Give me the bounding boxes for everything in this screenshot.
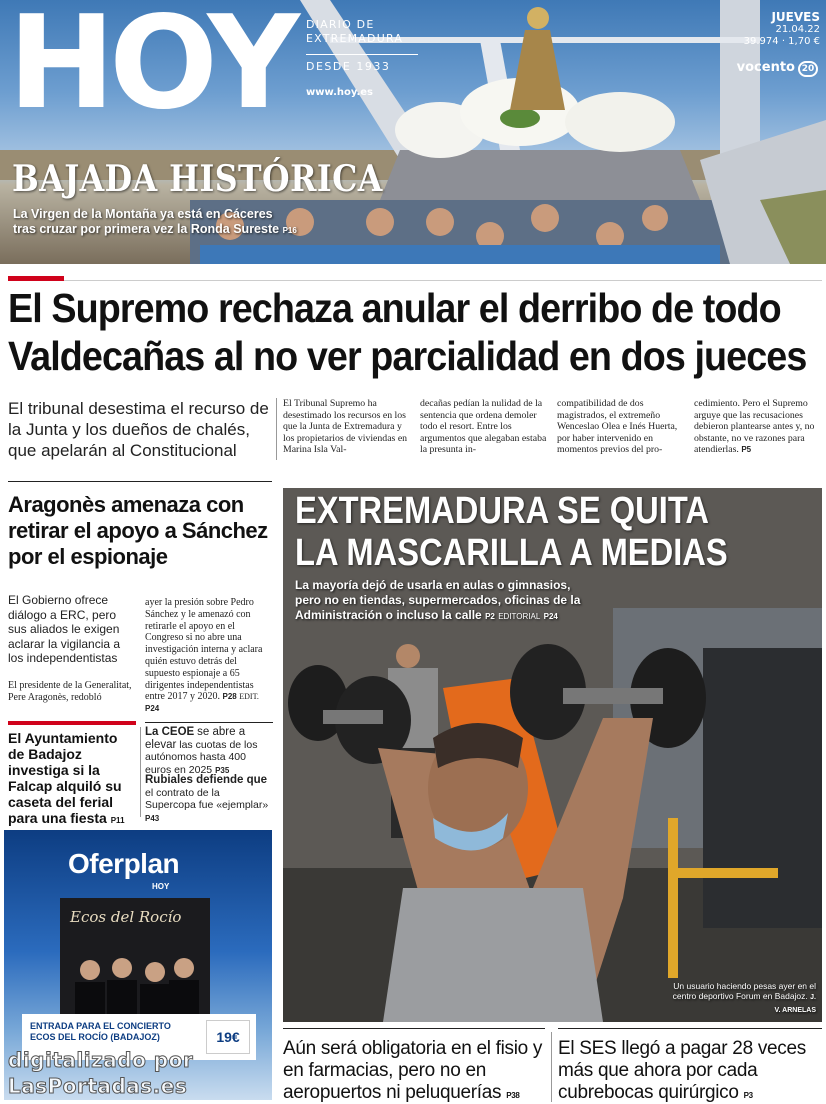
divider <box>8 481 272 482</box>
ceoe-brief-bold2: se abre a elevar <box>145 726 246 751</box>
vocento-badge: 20 <box>798 61 818 77</box>
aragones-body-right <box>145 597 273 715</box>
issue-day: JUEVES <box>771 10 820 24</box>
page-ref: P5 <box>741 445 752 455</box>
ceoe-brief-bold: La CEOE <box>145 726 195 738</box>
badajoz-brief-headline: El Ayuntamiento de Badajoz investiga si la Falcap alquiló su caseta del ferial para una fiesta <box>8 730 122 826</box>
lead-deck: El tribunal desestima el recurso de la Junta y los dueños de chalés, que apelarán al Constitucional <box>8 399 269 460</box>
masthead-info <box>306 18 426 98</box>
page-ref: P3 <box>743 1091 753 1100</box>
editorial-page-ref: P24 <box>543 612 558 621</box>
cover-sub-line2: tras cruzar por primera vez la Ronda Sureste <box>13 222 280 236</box>
aragones-body-left: El presidente de la Generalitat, Pere Aragonès, redobló <box>8 680 132 703</box>
page-ref: P11 <box>110 816 125 825</box>
aragones-body-right-text: ayer la presión sobre Pedro Sánchez y le amenazó con retirarle el apoyo en el Congreso si no abre una investigación interna y aclara quién estuvo detrás del supuesto espionaje a 65 dirigentes independentistas entre 2017 y 2020. <box>145 597 263 703</box>
page-ref: P16 <box>282 226 297 235</box>
column-separator <box>276 398 277 460</box>
section-accent-bar <box>8 276 64 281</box>
section-accent-bar <box>8 721 136 725</box>
watermark-line1: digitalizado por <box>8 1048 194 1072</box>
mascarilla-headline <box>295 490 728 574</box>
newspaper-logo[interactable]: HOY <box>8 0 295 138</box>
issue-number-price: 39.974 · 1,70 € <box>743 36 820 47</box>
column-separator <box>551 1032 552 1102</box>
gym-photo-story[interactable] <box>283 488 822 1022</box>
mascarilla-headline-line1: EXTREMADURA SE QUITA <box>295 490 709 532</box>
divider <box>558 1028 822 1029</box>
ceoe-brief[interactable] <box>145 726 273 777</box>
page-ref: P38 <box>506 1091 520 1100</box>
lead-body-col1: El Tribunal Supremo ha desestimado los recursos en los que la Junta de Extremadura y los propietarios de viviendas en Marina Isla Val- <box>283 398 408 456</box>
editorial-ref: EDITORIAL <box>498 612 541 621</box>
cover-sub-line1: La Virgen de la Montaña ya está en Cáceres <box>13 207 273 221</box>
photo-caption <box>666 981 816 1017</box>
aragones-headline[interactable]: Aragonès amenaza con retirar el apoyo a Sánchez por el espionaje <box>8 492 268 569</box>
vocento-label: vocento <box>736 60 795 75</box>
column-separator <box>140 727 141 817</box>
issue-date: 21.04.22 <box>775 24 820 35</box>
edit-ref: EDIT. <box>239 692 259 702</box>
lead-body-col3: compatibilidad de dos magistrados, el extremeño Wenceslao Olea e Inés Huerta, por haber intervenido en momentos previos del pro- <box>557 398 678 456</box>
page-ref: P35 <box>215 765 230 775</box>
rubiales-brief-text: el contrato de la Supercopa fue «ejemplar» <box>145 786 269 811</box>
divider <box>145 722 273 723</box>
tagline-divider <box>306 54 418 55</box>
fisio-brief[interactable] <box>283 1038 545 1104</box>
mascarilla-subhead-text: La mayoría dejó de usarla en aulas o gimnasios, pero no en tiendas, supermercados, oficinas de la Administración o incluso la calle <box>295 578 581 622</box>
page-ref: P28 <box>222 692 237 702</box>
lead-body-col4 <box>694 398 822 456</box>
ceoe-brief-text: las cuotas de los autónomos hasta 400 euros en 2025 <box>145 738 258 776</box>
lead-headline-line2: Valdecañas al no ver parcialidad en dos jueces <box>8 333 807 379</box>
watermark-line2: LasPortadas.es <box>8 1074 188 1098</box>
rubiales-brief[interactable] <box>145 774 273 825</box>
cover-subhead <box>13 207 297 238</box>
edit-page-ref: P24 <box>145 704 160 714</box>
oferplan-logo-sub: HOY <box>152 882 170 891</box>
ticket-text: ENTRADA PARA EL CONCIERTO ECOS DEL ROCÍO (BADAJOZ) <box>30 1021 171 1042</box>
ses-brief-text: El SES llegó a pagar 28 veces más que ahora por cada cubrebocas quirúrgico <box>558 1038 806 1103</box>
divider <box>283 1028 545 1029</box>
tagline: DIARIO DE EXTREMADURA <box>306 18 404 45</box>
mascarilla-headline-line2: LA MASCARILLA A MEDIAS <box>295 532 728 574</box>
rubiales-brief-bold: Rubiales defiende que <box>145 774 268 786</box>
ticket-price: 19€ <box>206 1020 250 1054</box>
photo-caption-text: Un usuario haciendo pesas ayer en el centro deportivo Forum en Badajoz. <box>672 980 816 1001</box>
lead-headline-line1: El Supremo rechaza anular el derribo de todo <box>8 285 781 331</box>
masthead <box>0 0 826 264</box>
mascarilla-subhead <box>295 578 595 624</box>
lead-body-col2: decañas pedían la nulidad de la sentencia que ordena demoler todo el resort. Entre los argumentos que alegaban estaba la presunta in- <box>420 398 547 456</box>
photo-credit: J. V. ARNELAS <box>774 994 816 1014</box>
concert-title: Ecos del Rocío <box>70 908 182 926</box>
cover-headline[interactable]: BAJADA HISTÓRICA <box>12 158 383 200</box>
lead-body-col4-text: cedimiento. Pero el Supremo arguye que las recusaciones debieron plantearse antes y, no obstante, no ve razones para atendierlas. <box>694 398 815 456</box>
page-ref: P2 <box>485 612 495 621</box>
since-year: DESDE 1933 <box>306 60 391 73</box>
issue-info <box>744 10 820 48</box>
vocento-logo <box>737 60 818 77</box>
aragones-lead: El Gobierno ofrece diálogo a ERC, pero sus aliados le exigen aclarar la vigilancia a los independentistas <box>8 593 121 665</box>
fisio-brief-text: Aún será obligatoria en el fisio y en farmacias, pero no en aeropuertos ni peluquerías <box>283 1038 543 1103</box>
divider <box>64 280 822 281</box>
website-link[interactable]: www.hoy.es <box>306 87 373 98</box>
badajoz-brief[interactable] <box>8 730 136 829</box>
lead-headline[interactable] <box>8 284 807 380</box>
oferplan-logo: Oferplan <box>68 848 180 879</box>
page-ref: P43 <box>145 813 160 823</box>
ses-brief[interactable] <box>558 1038 822 1104</box>
